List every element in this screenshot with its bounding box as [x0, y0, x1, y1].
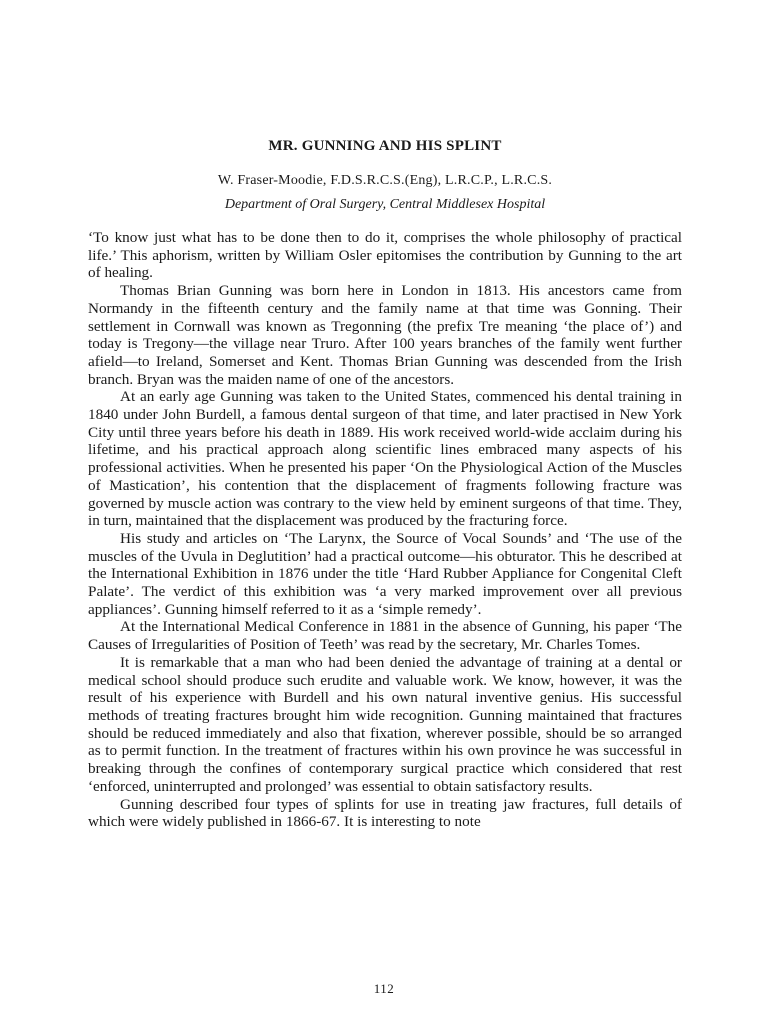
- article-page: [88, 138, 682, 831]
- paragraph: It is remarkable that a man who had been denied the advantage of training at a dental or medical school should produce such erudite and valuable work. We know, however, it was the result of his experience with Burdell and his own natural inventive genius. His successful methods of treating fractures brought him wide recognition. Gunning maintained that fractures should be reduced immediately and also that fixation, wherever possible, should be so arranged as to permit function. In the treatment of fractures within his own province he was successful in breaking through the confines of contemporary surgical practice which considered that rest ‘enforced, uninterrupted and prolonged’ was essential to obtain satisfactory results.: [88, 653, 682, 795]
- paragraph: Thomas Brian Gunning was born here in London in 1813. His ancestors came from Normandy in the fifteenth century and the family name at that time was Gonning. Their settlement in Cornwall was known as Tregonning (the prefix Tre meaning ‘the place of’) and today is Tregony—the village near Truro. After 100 years branches of the family went further afield—to Ireland, Somerset and Kent. Thomas Brian Gunning was descended from the Irish branch. Bryan was the maiden name of one of the ancestors.: [88, 282, 682, 388]
- paragraph: ‘To know just what has to be done then to do it, comprises the whole philosophy of practical life.’ This aphorism, written by William Osler epitomises the contribution by Gunning to the art of healing.: [88, 229, 682, 282]
- article-affiliation: Department of Oral Surgery, Central Middlesex Hospital: [224, 197, 546, 212]
- paragraph: His study and articles on ‘The Larynx, the Source of Vocal Sounds’ and ‘The use of the muscles of the Uvula in Deglutition’ had a practical outcome—his obturator. This he described at the International Exhibition in 1876 under the title ‘Hard Rubber Appliance for Congenital Cleft Palate’. The verdict of this exhibition was ‘a very marked improvement over all previous appliances’. Gunning himself referred to it as a ‘simple remedy’.: [88, 529, 682, 618]
- page-number: 112: [373, 981, 395, 996]
- article-author: W. Fraser-Moodie, F.D.S.R.C.S.(Eng), L.R.C.P., L.R.C.S.: [217, 173, 553, 188]
- paragraph: At the International Medical Conference in 1881 in the absence of Gunning, his paper ‘The Causes of Irregularities of Position of Teeth’ was read by the secretary, Mr. Charles Tomes.: [88, 618, 682, 654]
- paragraph: Gunning described four types of splints for use in treating jaw fractures, full details of which were widely published in 1866-67. It is interesting to note: [88, 795, 682, 831]
- article-body: [88, 229, 682, 831]
- paragraph: At an early age Gunning was taken to the United States, commenced his dental training in 1840 under John Burdell, a famous dental surgeon of that time, and later practised in New York City until three years before his death in 1889. His work received world-wide acclaim during his lifetime, and his practical approach along scientific lines embraced many aspects of his professional activities. When he presented his paper ‘On the Physiological Action of the Muscles of Mastication’, his contention that the displacement of fragments following fracture was governed by muscle action was contrary to the view held by eminent surgeons of that time. They, in turn, maintained that the displacement was produced by the fracturing force.: [88, 388, 682, 530]
- article-title: MR. GUNNING AND HIS SPLINT: [268, 138, 502, 154]
